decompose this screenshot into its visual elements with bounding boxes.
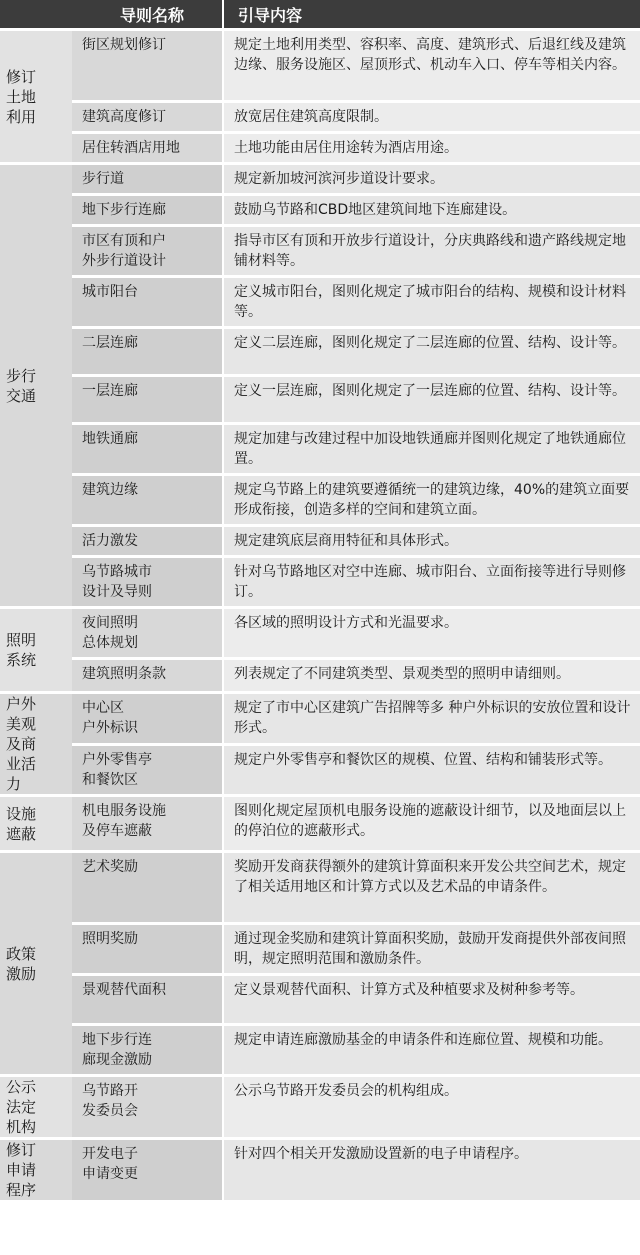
guideline-name-cell: 地下步行连 廊现金激励 — [72, 1026, 222, 1077]
table-row — [0, 476, 640, 527]
category-cell: 照明 系统 — [0, 609, 72, 694]
guideline-content-cell: 规定申请连廊激励基金的申请条件和连廊位置、规模和功能。 — [222, 1026, 640, 1077]
guideline-content-cell: 规定加建与改建过程中加设地铁通廊并图则化规定了地铁通廊位置。 — [222, 425, 640, 476]
table-row — [0, 1026, 640, 1077]
category-cell: 步行 交通 — [0, 165, 72, 609]
table-row — [0, 196, 640, 227]
guideline-name-cell: 二层连廊 — [72, 329, 222, 377]
guideline-content-cell: 通过现金奖励和建筑计算面积奖励，鼓励开发商提供外部夜间照明，规定照明范围和激励条件。 — [222, 925, 640, 976]
guideline-content-cell: 规定乌节路上的建筑要遵循统一的建筑边缘，40%的建筑立面要形成衔接，创造多样的空间和建筑立面。 — [222, 476, 640, 527]
guideline-content-cell: 奖励开发商获得额外的建筑计算面积来开发公共空间艺术，规定了相关适用地区和计算方式以及艺术品的申请条件。 — [222, 853, 640, 925]
guideline-name-cell: 步行道 — [72, 165, 222, 196]
guideline-name-cell: 乌节路开 发委员会 — [72, 1077, 222, 1140]
table-row — [0, 278, 640, 329]
table-row — [0, 609, 640, 660]
guideline-name-cell: 中心区 户外标识 — [72, 694, 222, 746]
guideline-name-cell: 市区有顶和户 外步行道设计 — [72, 227, 222, 278]
guideline-name-cell: 街区规划修订 — [72, 31, 222, 103]
table-row — [0, 925, 640, 976]
guideline-content-cell: 定义二层连廊，图则化规定了二层连廊的位置、结构、设计等。 — [222, 329, 640, 377]
guideline-content-cell: 土地功能由居住用途转为酒店用途。 — [222, 134, 640, 165]
guideline-content-cell: 规定建筑底层商用特征和具体形式。 — [222, 527, 640, 558]
guideline-content-cell: 图则化规定屋顶机电服务设施的遮蔽设计细节，以及地面层以上的停泊位的遮蔽形式。 — [222, 797, 640, 853]
guideline-name-cell: 户外零售亭 和餐饮区 — [72, 746, 222, 798]
guideline-content-cell: 放宽居住建筑高度限制。 — [222, 103, 640, 134]
guideline-content-cell: 定义景观替代面积、计算方式及种植要求及树种参考等。 — [222, 976, 640, 1026]
guideline-content-cell: 各区域的照明设计方式和光温要求。 — [222, 609, 640, 660]
guideline-content-cell: 规定了市中心区建筑广告招牌等多 种户外标识的安放位置和设计形式。 — [222, 694, 640, 746]
guideline-name-cell: 建筑边缘 — [72, 476, 222, 527]
guideline-name-cell: 建筑照明条款 — [72, 660, 222, 694]
guideline-name-cell: 景观替代面积 — [72, 976, 222, 1026]
guideline-name-cell: 活力激发 — [72, 527, 222, 558]
category-cell: 设施 遮蔽 — [0, 797, 72, 853]
category-cell: 修订 土地 利用 — [0, 31, 72, 165]
table-row — [0, 797, 640, 853]
guideline-name-cell: 城市阳台 — [72, 278, 222, 329]
guideline-name-cell: 居住转酒店用地 — [72, 134, 222, 165]
table-row — [0, 1077, 640, 1140]
table-row — [0, 694, 640, 746]
guideline-content-cell: 公示乌节路开发委员会的机构组成。 — [222, 1077, 640, 1140]
category-cell: 政策 激励 — [0, 853, 72, 1077]
category-cell: 修订 申请 程序 — [0, 1140, 72, 1203]
guideline-content-cell: 指导市区有顶和开放步行道设计，分庆典路线和遗产路线规定地铺材料等。 — [222, 227, 640, 278]
header-guideline-content: 引导内容 — [222, 0, 640, 31]
guideline-content-cell: 规定土地利用类型、容积率、高度、建筑形式、后退红线及建筑边缘、服务设施区、屋顶形式、机动车入口、停车等相关内容。 — [222, 31, 640, 103]
table-row — [0, 1140, 640, 1203]
guideline-content-cell: 列表规定了不同建筑类型、景观类型的照明申请细则。 — [222, 660, 640, 694]
guideline-name-cell: 夜间照明 总体规划 — [72, 609, 222, 660]
guideline-content-cell: 定义一层连廊，图则化规定了一层连廊的位置、结构、设计等。 — [222, 377, 640, 425]
table-row — [0, 134, 640, 165]
guideline-name-cell: 艺术奖励 — [72, 853, 222, 925]
table-row — [0, 746, 640, 798]
header-guideline-name: 导则名称 — [72, 0, 222, 31]
table-row — [0, 558, 640, 609]
table-row — [0, 227, 640, 278]
table-row — [0, 31, 640, 103]
table-row — [0, 329, 640, 377]
guideline-name-cell: 开发电子 申请变更 — [72, 1140, 222, 1203]
table-row — [0, 527, 640, 558]
guideline-name-cell: 机电服务设施 及停车遮蔽 — [72, 797, 222, 853]
guideline-content-cell: 鼓励乌节路和CBD地区建筑间地下连廊建设。 — [222, 196, 640, 227]
table-row — [0, 853, 640, 925]
table-row — [0, 377, 640, 425]
guideline-name-cell: 地下步行连廊 — [72, 196, 222, 227]
table-row — [0, 976, 640, 1026]
guideline-content-cell: 针对四个相关开发激励设置新的电子申请程序。 — [222, 1140, 640, 1203]
guideline-content-cell: 定义城市阳台，图则化规定了城市阳台的结构、规模和设计材料等。 — [222, 278, 640, 329]
guideline-content-cell: 针对乌节路地区对空中连廊、城市阳台、立面衔接等进行导则修订。 — [222, 558, 640, 609]
table-header-row — [0, 0, 640, 31]
table-row — [0, 425, 640, 476]
header-blank — [0, 0, 72, 31]
guideline-name-cell: 乌节路城市 设计及导则 — [72, 558, 222, 609]
guideline-name-cell: 一层连廊 — [72, 377, 222, 425]
guideline-name-cell: 建筑高度修订 — [72, 103, 222, 134]
table-body — [0, 31, 640, 1203]
table-row — [0, 165, 640, 196]
table-row — [0, 103, 640, 134]
guideline-content-cell: 规定户外零售亭和餐饮区的规模、位置、结构和铺装形式等。 — [222, 746, 640, 798]
category-cell: 户外 美观 及商 业活 力 — [0, 694, 72, 797]
guideline-content-cell: 规定新加坡河滨河步道设计要求。 — [222, 165, 640, 196]
category-cell: 公示 法定 机构 — [0, 1077, 72, 1140]
guideline-name-cell: 照明奖励 — [72, 925, 222, 976]
table-row — [0, 660, 640, 694]
guideline-name-cell: 地铁通廊 — [72, 425, 222, 476]
